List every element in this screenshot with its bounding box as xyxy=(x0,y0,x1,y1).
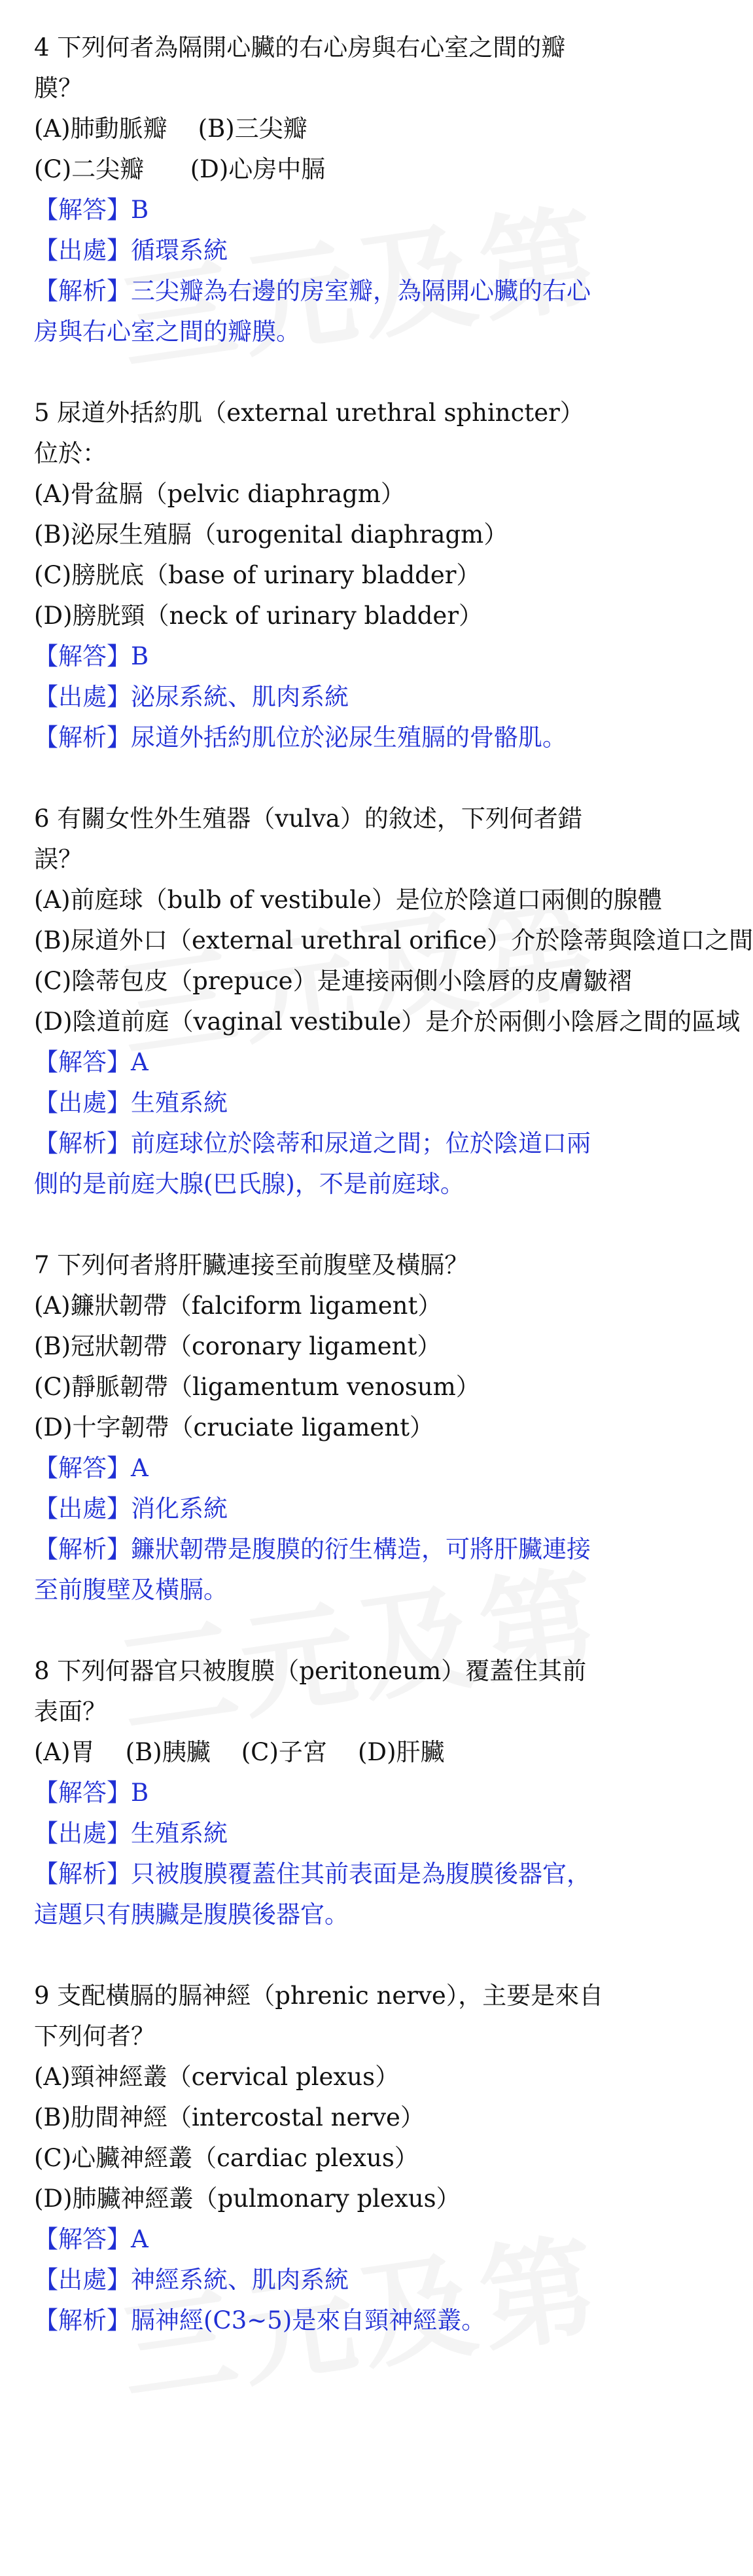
question-block xyxy=(34,799,753,1205)
analysis-body: 前庭球位於陰蒂和尿道之間；位於陰道口兩側的是前庭大腺(巴氏腺)，不是前庭球。 xyxy=(34,1129,591,1198)
answer-option: (D)膀胱頸（neck of urinary bladder） xyxy=(34,602,483,630)
question-block xyxy=(34,1976,607,2341)
answer-key: 【解答】A xyxy=(34,2225,149,2253)
analysis-label: 【解析】 xyxy=(34,2306,131,2334)
analysis-text xyxy=(34,1854,607,1935)
source-chapter: 【出處】神經系統、肌肉系統 xyxy=(34,2266,349,2294)
analysis-text xyxy=(34,1529,607,1610)
answer-option: (C)膀胱底（base of urinary bladder） xyxy=(34,561,481,589)
answer-option: (C)陰蒂包皮（prepuce）是連接兩側小陰唇的皮膚皺褶 xyxy=(34,967,632,995)
source-chapter: 【出處】泌尿系統、肌肉系統 xyxy=(34,683,349,711)
answer-option: (D)陰道前庭（vaginal vestibule）是介於兩側小陰唇之間的區域 xyxy=(34,1007,741,1036)
source-chapter: 【出處】消化系統 xyxy=(34,1495,228,1523)
analysis-label: 【解析】 xyxy=(34,723,131,752)
answer-key: 【解答】A xyxy=(34,1048,149,1076)
answer-option: (B)尿道外口（external urethral orifice）介於陰蒂與陰道口之間 xyxy=(34,926,753,954)
question-block xyxy=(34,27,607,352)
question-stem: 5 尿道外括約肌（external urethral sphincter）位於： xyxy=(34,399,584,467)
answer-option: (A)胃 (B)胰臟 (C)子宮 (D)肝臟 xyxy=(34,1738,445,1766)
analysis-body: 鐮狀韌帶是腹膜的衍生構造，可將肝臟連接至前腹壁及橫膈。 xyxy=(34,1535,591,1604)
question-block xyxy=(34,393,607,758)
source-chapter: 【出處】生殖系統 xyxy=(34,1089,228,1117)
answer-option: (B)肋間神經（intercostal nerve） xyxy=(34,2103,425,2132)
question-stem: 7 下列何者將肝臟連接至前腹壁及橫膈？ xyxy=(34,1251,469,1279)
analysis-text xyxy=(34,1123,607,1205)
answer-option: (A)骨盆膈（pelvic diaphragm） xyxy=(34,480,405,508)
analysis-body: 膈神經(C3~5)是來自頸神經叢。 xyxy=(131,2306,486,2334)
question-stem: 8 下列何器官只被腹膜（peritoneum）覆蓋住其前表面？ xyxy=(34,1657,587,1726)
analysis-body: 尿道外括約肌位於泌尿生殖膈的骨骼肌。 xyxy=(131,723,567,752)
analysis-text xyxy=(34,717,607,758)
answer-option: (A)肺動脈瓣 (B)三尖瓣 xyxy=(34,115,307,143)
answer-key: 【解答】A xyxy=(34,1454,149,1482)
source-chapter: 【出處】循環系統 xyxy=(34,236,228,264)
analysis-label: 【解析】 xyxy=(34,1860,131,1888)
answer-key: 【解答】B xyxy=(34,642,149,670)
answer-option: (D)十字韌帶（cruciate ligament） xyxy=(34,1413,434,1442)
analysis-body: 只被腹膜覆蓋住其前表面是為腹膜後器官，這題只有胰臟是腹膜後器官。 xyxy=(34,1860,591,1929)
answer-option: (A)鐮狀韌帶（falciform ligament） xyxy=(34,1292,442,1320)
question-block xyxy=(34,1651,607,1935)
answer-option: (C)靜脈韌帶（ligamentum venosum） xyxy=(34,1373,480,1401)
analysis-text xyxy=(34,271,607,352)
answer-option: (C)心臟神經叢（cardiac plexus） xyxy=(34,2144,419,2172)
question-stem: 4 下列何者為隔開心臟的右心房與右心室之間的瓣膜？ xyxy=(34,33,566,102)
answer-option: (C)二尖瓣 (D)心房中膈 xyxy=(34,155,326,183)
analysis-body: 三尖瓣為右邊的房室瓣，為隔開心臟的右心房與右心室之間的瓣膜。 xyxy=(34,277,591,346)
answer-key: 【解答】B xyxy=(34,1779,149,1807)
analysis-label: 【解析】 xyxy=(34,1535,131,1563)
analysis-label: 【解析】 xyxy=(34,1129,131,1157)
answer-option: (A)前庭球（bulb of vestibule）是位於陰道口兩側的腺體 xyxy=(34,886,662,914)
question-block xyxy=(34,1245,607,1610)
analysis-text xyxy=(34,2300,607,2341)
answer-option: (A)頸神經叢（cervical plexus） xyxy=(34,2063,400,2091)
answer-option: (B)冠狀韌帶（coronary ligament） xyxy=(34,1332,442,1360)
answer-option: (D)肺臟神經叢（pulmonary plexus） xyxy=(34,2185,461,2213)
question-stem: 9 支配橫膈的膈神經（phrenic nerve），主要是來自下列何者？ xyxy=(34,1982,604,2050)
answer-key: 【解答】B xyxy=(34,196,149,224)
source-chapter: 【出處】生殖系統 xyxy=(34,1819,228,1847)
question-stem: 6 有關女性外生殖器（vulva）的敘述，下列何者錯誤？ xyxy=(34,805,582,873)
analysis-label: 【解析】 xyxy=(34,277,131,305)
answer-option: (B)泌尿生殖膈（urogenital diaphragm） xyxy=(34,520,508,549)
